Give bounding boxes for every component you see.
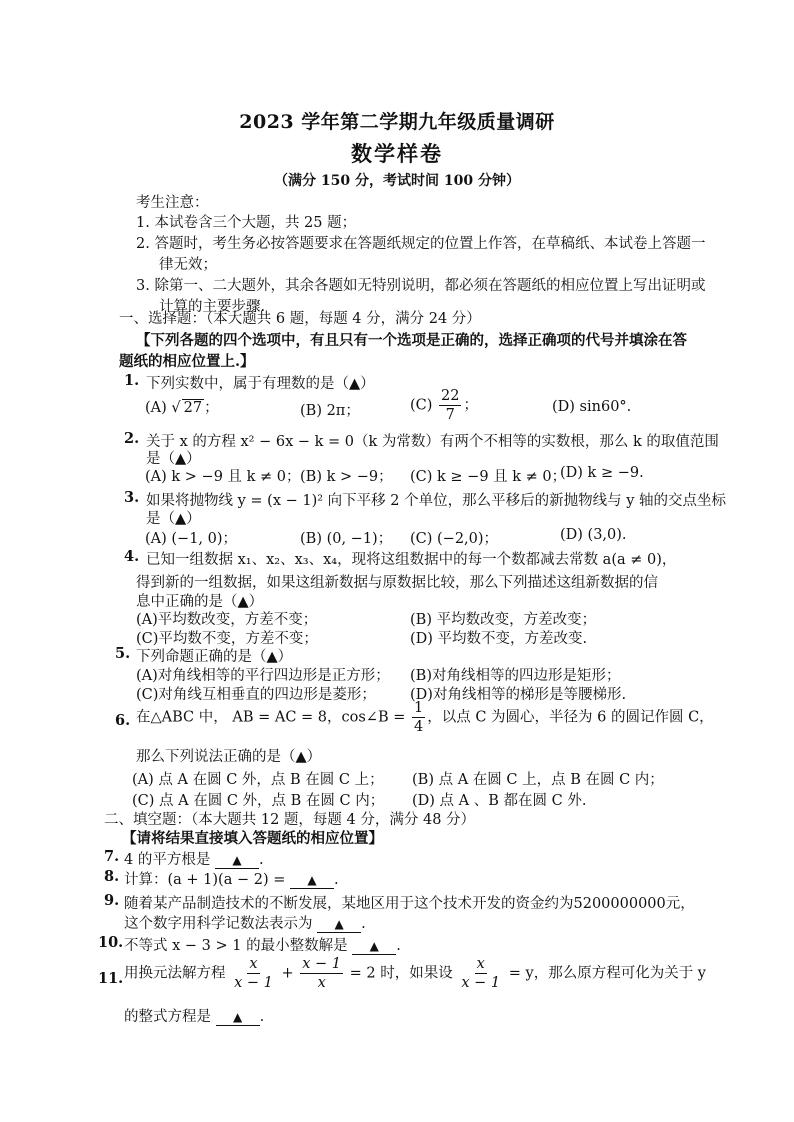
notice-item-2-cont: 律无效； [159, 257, 217, 273]
q6-cos-denominator: 4 [413, 719, 424, 735]
q4-option-b: (B) 平均数改变，方差改变； [410, 612, 597, 628]
q4-stem: 已知一组数据 x₁、x₂、x₃、x₄，现将这组数据中的每一个数都减去常数 a(a ≠ 0)， [146, 552, 677, 568]
q1-option-c-denominator: 7 [445, 407, 455, 423]
exam-info: （满分 150 分，考试时间 100 分钟） [274, 173, 520, 189]
q3-option-a: (A) (−1, 0)； [145, 531, 238, 547]
q7-line [124, 848, 264, 869]
q1-number: 1. [124, 372, 140, 389]
q3-stem: 如果将抛物线 y = (x − 1)² 向下平移 2 个单位，那么平移后的新抛物线与 y 轴的交点坐标 [146, 493, 727, 509]
q1-option-a: (A) √ 27 ； [145, 400, 219, 416]
q2-option-c: (C) k ≥ −9 且 k ≠ 0； [410, 469, 567, 485]
q8-end: . [333, 872, 339, 888]
q4-number: 4. [124, 548, 140, 565]
q9-stem-cont: 这个数字用科学记数法表示为 [124, 916, 313, 932]
q6-stem [136, 700, 714, 735]
q10-answer-blank[interactable] [352, 939, 396, 955]
q4-option-c: (C)平均数不变，方差不变； [136, 631, 318, 647]
q5-option-b: (B)对角线相等的四边形是矩形； [410, 668, 621, 684]
q7-triangle-icon: ▲ [232, 853, 242, 867]
q6-cos-numerator: 1 [413, 700, 424, 716]
q7-answer-blank[interactable] [215, 853, 259, 869]
q5-option-d: (D)对角线相等的梯形是等腰梯形. [410, 687, 627, 703]
q9-answer-blank[interactable] [317, 917, 361, 933]
q11-plus: + [281, 965, 294, 982]
q11-line2 [124, 1005, 264, 1026]
q11-fraction-2 [300, 956, 343, 991]
q11-triangle-icon: ▲ [232, 1010, 243, 1024]
q11-stem-part1: 用换元法解方程 [124, 965, 226, 982]
notice-item-3: 3. 除第一、二大题外，其余各题如无特别说明，都必须在答题纸的相应位置上写出证明或 [136, 278, 706, 294]
exam-subtitle: 数学样卷 [351, 141, 443, 166]
q2-stem-cont: 是（▲） [146, 451, 201, 467]
q8-number: 8. [104, 868, 120, 885]
q3-option-c: (C) (−2,0)； [410, 531, 499, 547]
q11-fraction-2-numerator: x − 1 [302, 956, 342, 972]
q11-end: . [259, 1009, 265, 1025]
q6-stem-part1: 在△ABC 中， AB = AC = 8，cos∠B = [136, 709, 406, 726]
q1-option-a-radicand: 27 [183, 400, 203, 416]
q1-option-c [410, 388, 478, 423]
q6-number: 6. [115, 712, 131, 729]
q9-end: . [361, 916, 366, 932]
q3-option-d: (D) (3,0). [560, 527, 627, 543]
q1-option-c-fraction [439, 388, 461, 423]
q2-option-a: (A) k > −9 且 k ≠ 0； [145, 469, 301, 485]
q11-stem-cont: 的整式方程是 [124, 1009, 211, 1025]
q10-line [124, 934, 401, 955]
q1-option-c-label: (C) [410, 397, 433, 414]
q2-option-b: (B) k > −9； [300, 469, 393, 485]
q6-option-b: (B) 点 A 在圆 C 上，点 B 在圆 C 内； [412, 772, 664, 788]
q9-line2 [124, 912, 366, 933]
q6-option-d: (D) 点 A 、B 都在圆 C 外. [412, 793, 587, 809]
q3-option-b: (B) (0, −1)； [300, 531, 393, 547]
q9-stem: 随着某产品制造技术的不断发展，某地区用于这个技术开发的资金约为5200000000元， [124, 896, 695, 912]
q1-option-c-end: ； [463, 397, 478, 414]
q10-end: . [396, 938, 401, 954]
section2-heading: 二、填空题：（本大题共 12 题，每题 4 分，满分 48 分） [104, 812, 476, 828]
section1-heading: 一、选择题：（本大题共 6 题，每题 4 分，满分 24 分） [119, 311, 481, 327]
q4-stem-cont2: 息中正确的是（▲） [136, 594, 264, 610]
q7-stem: 4 的平方根是 [124, 852, 211, 868]
q11-fraction-1 [232, 956, 275, 991]
q10-triangle-icon: ▲ [369, 939, 379, 953]
q1-option-c-numerator: 22 [441, 388, 460, 404]
q4-stem-cont: 得到新的一组数据，如果这组新数据与原数据比较，那么下列描述这组新数据的信 [136, 575, 658, 591]
q1-option-a-end: ； [204, 400, 219, 416]
q11-number: 11. [98, 970, 124, 987]
q5-option-a: (A)对角线相等的平行四边形是正方形； [136, 668, 390, 684]
q8-line [124, 868, 339, 889]
q11-fraction-3-denominator: x − 1 [461, 975, 501, 991]
q1-stem: 下列实数中，属于有理数的是（▲） [146, 376, 375, 392]
q1-option-d: (D) sin60°. [552, 399, 632, 415]
q11-fraction-1-denominator: x − 1 [234, 975, 273, 991]
q2-stem: 关于 x 的方程 x² − 6x − k = 0（k 为常数）有两个不相等的实数根，那么 k 的取值范围 [146, 434, 719, 450]
q11-fraction-3 [459, 956, 502, 991]
q8-answer-blank[interactable] [290, 873, 334, 889]
q9-number: 9. [104, 892, 120, 909]
q11-stem [124, 956, 706, 991]
q9-triangle-icon: ▲ [334, 917, 344, 931]
q1-option-a-label: (A) [145, 400, 167, 416]
section2-instruction: 【请将结果直接填入答题纸的相应位置】 [122, 830, 383, 847]
q5-number: 5. [115, 645, 131, 662]
q5-option-c: (C)对角线互相垂直的四边形是菱形； [136, 687, 376, 703]
q1-option-b: (B) 2π； [300, 403, 360, 419]
q8-stem: 计算：(a + 1)(a − 2) = [124, 872, 286, 888]
q11-answer-blank[interactable] [216, 1010, 260, 1026]
q6-option-c: (C) 点 A 在圆 C 外，点 B 在圆 C 内； [132, 793, 385, 809]
section1-instruction-cont: 题纸的相应位置上.】 [119, 353, 255, 370]
notice-item-1: 1. 本试卷含三个大题，共 25 题； [136, 215, 357, 231]
q6-cos-fraction [412, 700, 425, 735]
q3-number: 3. [124, 489, 140, 506]
exam-title: 2023 学年第二学期九年级质量调研 [239, 111, 555, 133]
q11-fraction-3-numerator: x [476, 956, 485, 972]
notice-item-3-cont: 计算的主要步骤. [159, 299, 266, 315]
section1-instruction: 【下列各题的四个选项中，有且只有一个选项是正确的，选择正确项的代号并填涂在答 [136, 332, 687, 349]
q6-stem-part2: ，以点 C 为圆心，半径为 6 的圆记作圆 C， [427, 709, 714, 726]
q10-number: 10. [98, 934, 124, 951]
q11-stem-part2: = 2 时，如果设 [349, 965, 453, 982]
q11-fraction-1-numerator: x [249, 956, 258, 972]
q4-option-a: (A)平均数改变，方差不变； [136, 612, 318, 628]
q10-stem: 不等式 x − 3 > 1 的最小整数解是 [124, 938, 348, 954]
q11-fraction-2-denominator: x [317, 975, 326, 991]
q2-number: 2. [124, 430, 140, 447]
q8-triangle-icon: ▲ [307, 873, 317, 887]
q7-number: 7. [104, 848, 120, 865]
q11-stem-part3: = y，那么原方程可化为关于 y [508, 965, 706, 982]
q3-stem-cont: 是（▲） [146, 511, 201, 527]
notice-heading: 考生注意： [136, 195, 209, 211]
q5-stem: 下列命题正确的是（▲） [136, 649, 293, 665]
q7-end: . [258, 852, 264, 868]
q4-option-d: (D) 平均数不变，方差改变. [410, 631, 588, 647]
q2-option-d: (D) k ≥ −9. [560, 465, 644, 481]
q6-option-a: (A) 点 A 在圆 C 外，点 B 在圆 C 上； [132, 772, 384, 788]
notice-item-2: 2. 答题时，考生务必按答题要求在答题纸规定的位置上作答，在草稿纸、本试卷上答题一 [136, 236, 706, 252]
q6-stem-cont: 那么下列说法正确的是（▲） [136, 749, 322, 765]
